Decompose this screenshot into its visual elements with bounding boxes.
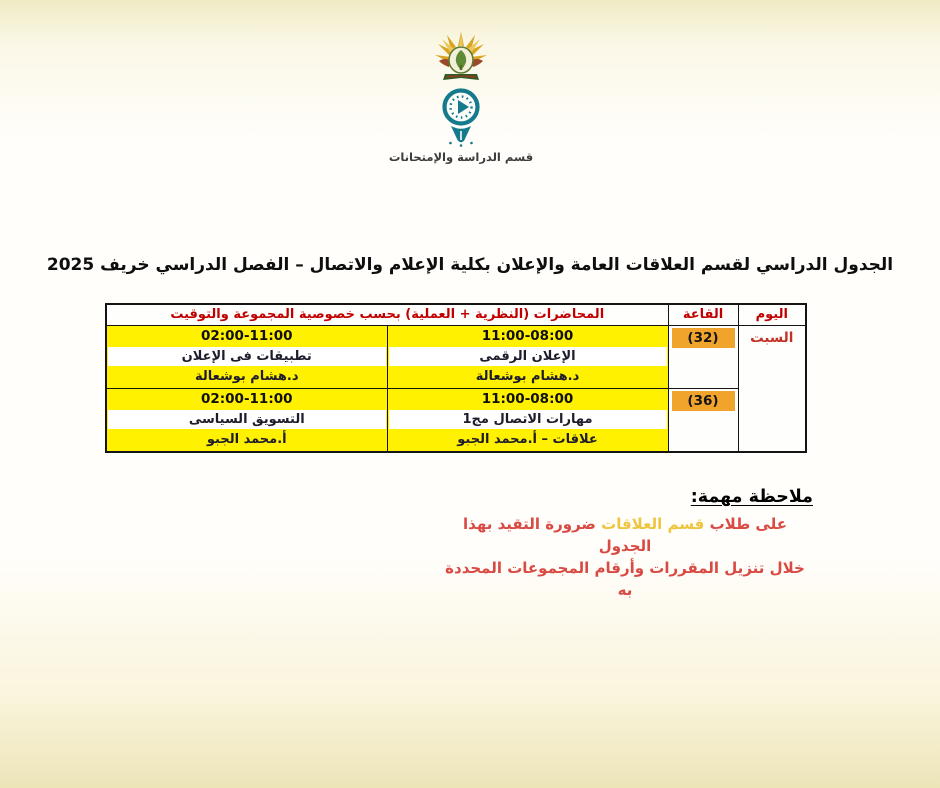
lecture-slot-early [387, 325, 668, 388]
room-column-header: القاعة [668, 304, 738, 325]
note-heading: ملاحظة مهمة: [690, 487, 813, 507]
lecture-slot-early [387, 388, 668, 452]
course-name: تطبيقات فى الإعلان [108, 347, 386, 366]
important-note [437, 487, 813, 601]
slot-time: 02:00-11:00 [200, 390, 293, 407]
page-title: الجدول الدراسي لقسم العلاقات العامة والإعلان بكلية الإعلام والاتصال – الفصل الدراسي خريف 2025 [46, 255, 894, 275]
course-name: الإعلان الرقمى [389, 347, 667, 366]
room-cell [668, 325, 738, 388]
lectures-column-header: المحاضرات (النظرية + العملية) بحسب خصوصية المجموعة والتوقيت [106, 304, 668, 325]
university-crest-icon [433, 31, 489, 85]
note-line-1 [437, 513, 813, 557]
room-cell [668, 388, 738, 452]
note-highlighted-text: قسم العلاقات [601, 515, 705, 533]
lecture-slot-late [106, 388, 387, 452]
table-row [106, 388, 806, 452]
header-logo-block [0, 31, 931, 164]
note-text: ضرورة التقيد بهذا الجدول [463, 515, 652, 555]
slot-time: 02:00-11:00 [200, 327, 293, 344]
slot-time: 11:00-08:00 [481, 390, 574, 407]
table-row [106, 325, 806, 388]
instructor-name: علاقات – أ.محمد الجبو [457, 431, 598, 447]
table-header-row [106, 304, 806, 325]
instructor-name: د.هشام بوشعالة [194, 368, 299, 384]
department-label: قسم الدراسة والإمتحانات [388, 150, 534, 164]
play-pen-media-logo-icon [438, 87, 484, 147]
course-name: التسويق السياسى [108, 410, 386, 429]
room-number-badge: (32) [672, 328, 735, 348]
course-name: مهارات الاتصال مج1 [389, 410, 667, 429]
instructor-name: د.هشام بوشعالة [475, 368, 580, 384]
day-cell: السبت [738, 325, 806, 452]
room-number-badge: (36) [672, 391, 735, 411]
instructor-name: أ.محمد الجبو [206, 431, 287, 447]
day-column-header: اليوم [738, 304, 806, 325]
schedule-table [105, 303, 807, 453]
slot-time: 11:00-08:00 [481, 327, 574, 344]
lecture-slot-late [106, 325, 387, 388]
note-line-2: خلال تنزيل المقررات وأرقام المجموعات المحددة به [445, 559, 805, 599]
note-text: على طلاب [704, 515, 787, 533]
